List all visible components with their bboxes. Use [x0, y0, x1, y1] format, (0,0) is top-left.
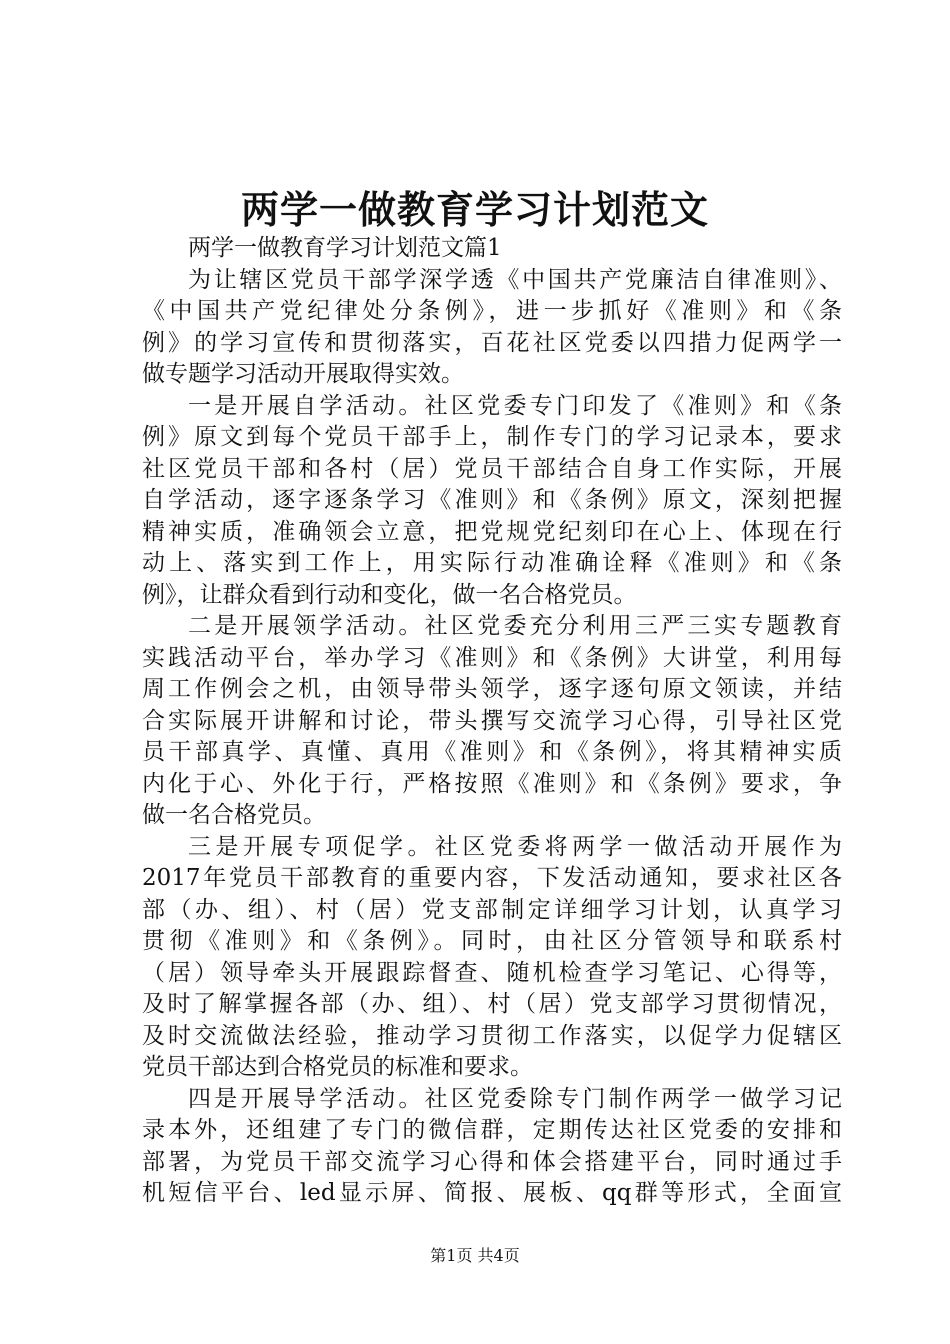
text-line: 员干部真学、真懂、真用《准则》和《条例》，将其精神实质: [142, 739, 842, 765]
text-line: 内化于心、外化于行，严格按照《准则》和《条例》要求，争: [142, 770, 842, 797]
text-line: 动上、落实到工作上，用实际行动准确诠释《准则》和《条: [142, 550, 842, 576]
text-line: 部（办、组）、村（居）党支部制定详细学习计划，认真学习: [142, 896, 842, 923]
document-title: 两学一做教育学习计划范文: [240, 187, 709, 232]
text-line: 为让辖区党员干部学深学透《中国共产党廉洁自律准则》、: [188, 266, 842, 293]
text-line: 四是开展导学活动。社区党委除专门制作两学一做学习记: [188, 1085, 842, 1112]
text-line: 自学活动，逐字逐条学习《准则》和《条例》原文，深刻把握: [142, 487, 842, 513]
text-line: 部署，为党员干部交流学习心得和体会搭建平台，同时通过手: [142, 1148, 842, 1175]
text-line: （居）领导牵头开展跟踪督查、随机检查学习笔记、心得等，: [142, 959, 842, 986]
text-line: 实践活动平台，举办学习《准则》和《条例》大讲堂，利用每: [142, 644, 842, 671]
text-line: 合实际展开讲解和讨论，带头撰写交流学习心得，引导社区党: [142, 707, 842, 734]
text-line: 党员干部达到合格党员的标准和要求。: [142, 1054, 533, 1080]
document-body: [142, 233, 842, 1210]
text-line: 周工作例会之机，由领导带头领学，逐字逐句原文领读，并结: [142, 676, 842, 702]
text-line: 一是开展自学活动。社区党委专门印发了《准则》和《条: [188, 392, 842, 419]
text-line: 做一名合格党员。: [142, 802, 326, 828]
text-line: 例》，让群众看到行动和变化，做一名合格党员。: [142, 581, 637, 608]
text-line: 例》原文到每个党员干部手上，制作专门的学习记录本，要求: [142, 424, 842, 450]
text-line: 两学一做教育学习计划范文篇1: [188, 235, 502, 261]
text-line: 精神实质，准确领会立意，把党规党纪刻印在心上、体现在行: [142, 518, 842, 545]
text-line: 机短信平台、led显示屏、简报、展板、qq群等形式，全面宣: [142, 1180, 842, 1206]
text-line: 录本外，还组建了专门的微信群，定期传达社区党委的安排和: [142, 1117, 842, 1143]
text-line: 社区党员干部和各村（居）党员干部结合自身工作实际，开展: [142, 455, 842, 482]
text-line: 二是开展领学活动。社区党委充分利用三严三实专题教育: [188, 613, 842, 639]
text-line: 《中国共产党纪律处分条例》，进一步抓好《准则》和《条: [142, 298, 842, 324]
page-footer: 第1页 共4页: [430, 1246, 520, 1265]
text-line: 做专题学习活动开展取得实效。: [142, 361, 464, 387]
text-line: 2017年党员干部教育的重要内容，下发活动通知，要求社区各: [142, 865, 842, 891]
text-line: 贯彻《准则》和《条例》。同时，由社区分管领导和联系村: [142, 928, 842, 954]
text-line: 及时了解掌握各部（办、组）、村（居）党支部学习贯彻情况，: [142, 991, 842, 1017]
text-line: 及时交流做法经验，推动学习贯彻工作落实，以促学力促辖区: [142, 1022, 842, 1049]
text-line: 例》的学习宣传和贯彻落实，百花社区党委以四措力促两学一: [142, 329, 842, 356]
text-line: 三是开展专项促学。社区党委将两学一做活动开展作为: [188, 833, 842, 860]
